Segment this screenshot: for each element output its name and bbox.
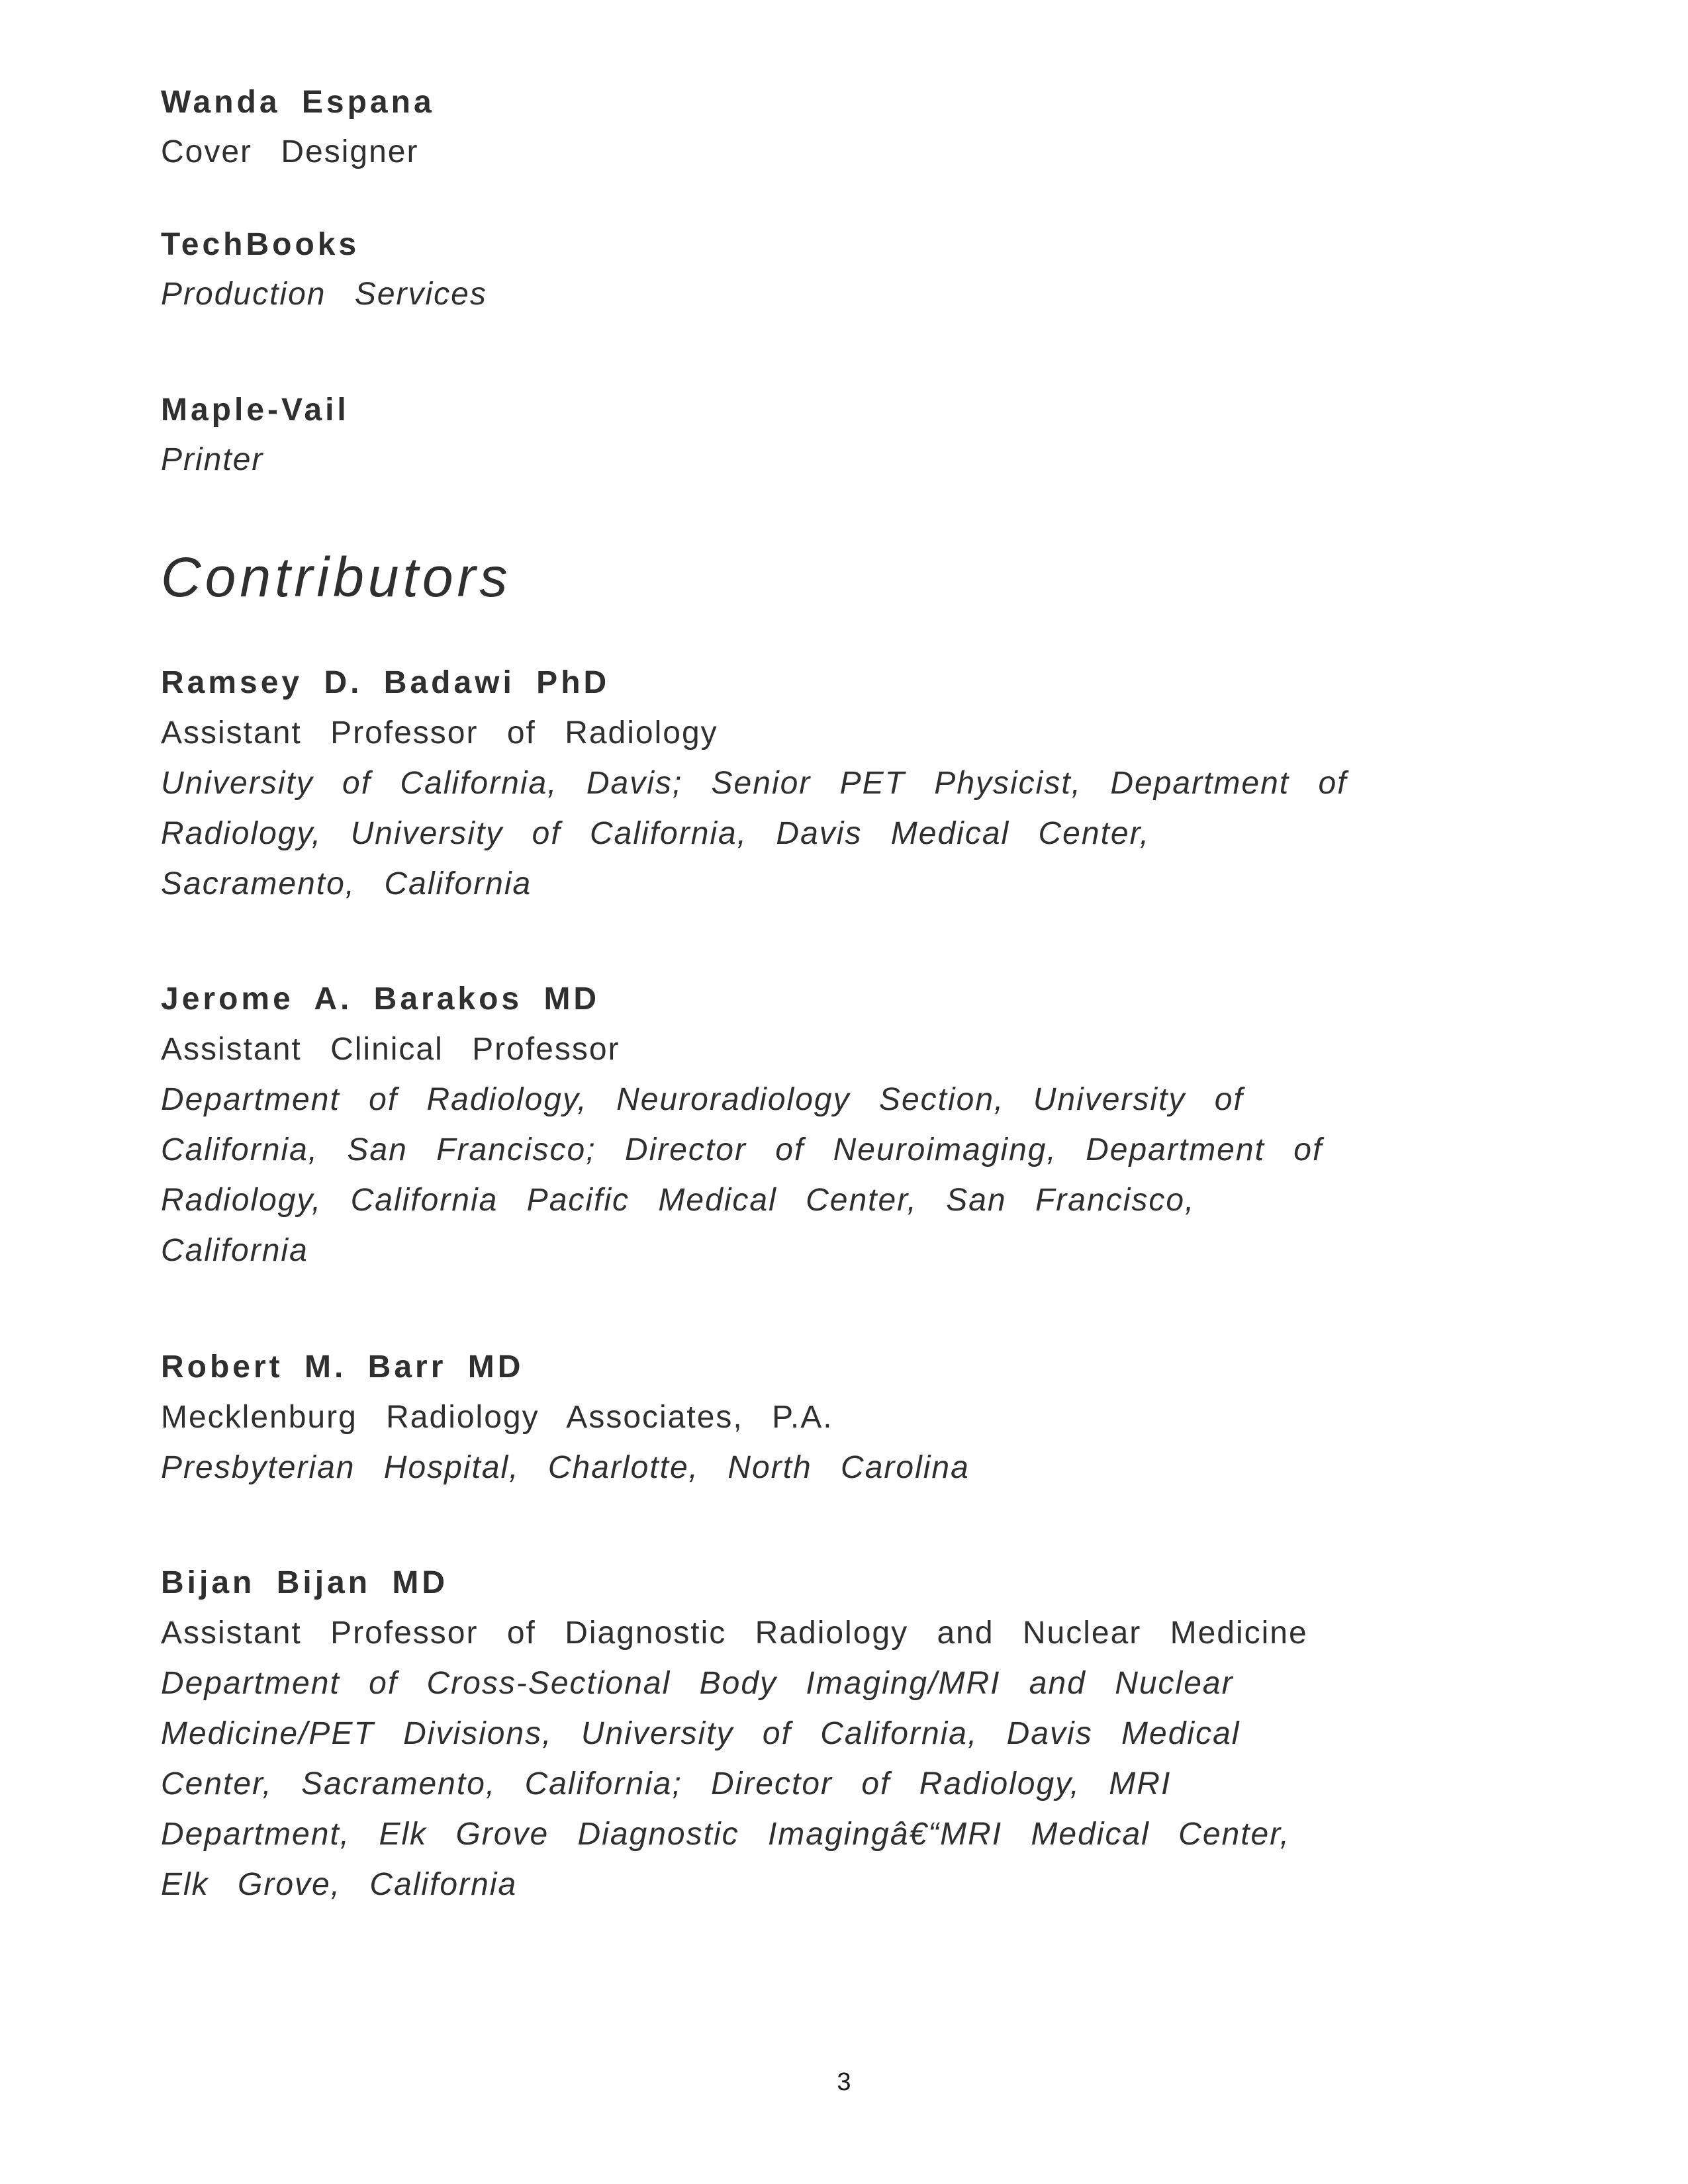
credit-name: TechBooks [161,227,360,262]
contributor-affiliation-line: Department of Cross-Sectional Body Imaging/MRI and Nuclear [161,1666,1234,1701]
contributor-name: Bijan Bijan MD [161,1565,449,1600]
contributor-affiliation-line: Center, Sacramento, California; Director of Radiology, MRI [161,1766,1172,1801]
credit-name: Wanda Espana [161,85,435,120]
contributor-name: Robert M. Barr MD [161,1349,524,1385]
credit-role: Cover Designer [161,134,419,169]
contributor-name: Ramsey D. Badawi PhD [161,665,610,700]
contributor-affiliation-line: Presbyterian Hospital, Charlotte, North Carolina [161,1450,970,1485]
credit-role: Production Services [161,277,487,312]
credit-role: Printer [161,442,264,477]
contributor-affiliation-line: University of California, Davis; Senior PET Physicist, Department of [161,766,1348,801]
contributor-affiliation-line: Department, Elk Grove Diagnostic Imagingâ€“MRI Medical Center, [161,1817,1290,1852]
contributor-affiliation-line: Elk Grove, California [161,1867,518,1902]
contributor-title: Mecklenburg Radiology Associates, P.A. [161,1400,833,1435]
contributor-affiliation-line: Sacramento, California [161,866,532,901]
contributor-affiliation-line: Medicine/PET Divisions, University of California, Davis Medical [161,1716,1241,1751]
contributor-title: Assistant Clinical Professor [161,1032,620,1067]
contributor-name: Jerome A. Barakos MD [161,981,600,1017]
contributor-affiliation-line: California [161,1233,308,1268]
contributor-affiliation-line: Radiology, California Pacific Medical Center, San Francisco, [161,1183,1196,1218]
credit-name: Maple-Vail [161,392,350,428]
contributor-title: Assistant Professor of Diagnostic Radiology and Nuclear Medicine [161,1615,1308,1651]
contributor-affiliation-line: Radiology, University of California, Davis Medical Center, [161,816,1150,851]
section-heading: Contributors [161,546,512,608]
page-number: 3 [837,2068,851,2096]
contributor-affiliation-line: Department of Radiology, Neuroradiology Section, University of [161,1082,1244,1117]
contributor-title: Assistant Professor of Radiology [161,715,718,751]
contributor-affiliation-line: California, San Francisco; Director of Neuroimaging, Department of [161,1132,1323,1167]
